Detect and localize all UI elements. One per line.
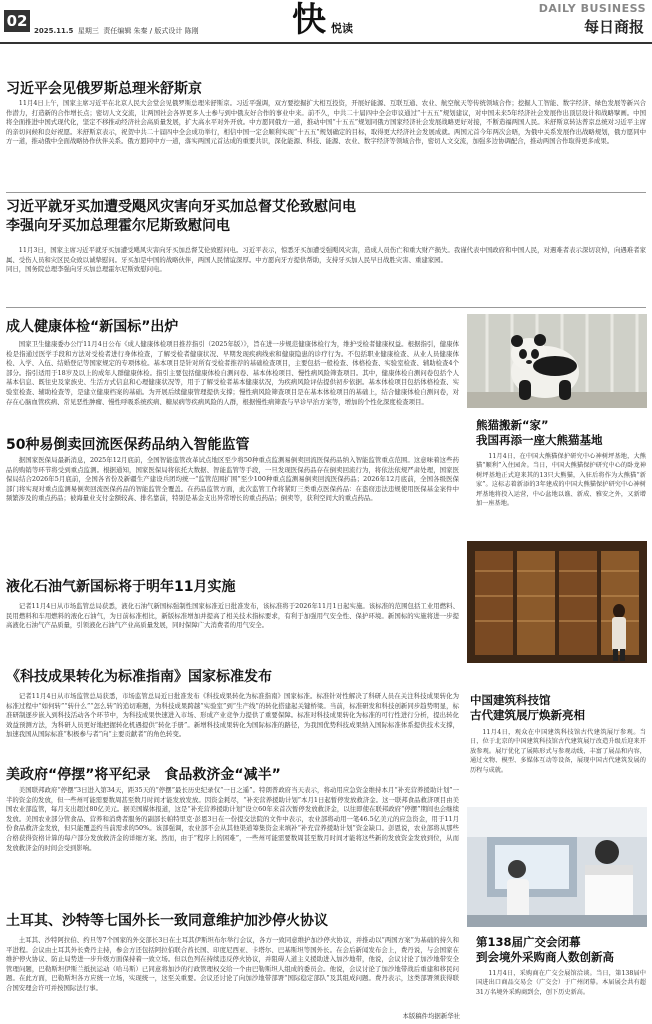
- museum-photo: [467, 541, 647, 663]
- article-body: 11月4日上午，国家主席习近平在北京人民大会堂会见俄罗斯总理米舒斯京。习近平强调，双方要挖掘扩大相互投资，开展好能源、互联互通、农业、航空航天等传统领域合作；挖掘人工智能、数字经济、绿色发展等新兴合作潜力，打造新的合作增长点；密切人文交流，让两国社会各界更多人士参与到中俄友好合作的事业中来。前不久，中共二十届四中全会审议通过“十五五”规划建议，对中国未来5年经济社会发展作出顶层设计和战略擘画。中国将全面推进中国式现代化，坚定不移推动经济社会高质量发展，扩大高水平对外开放。中方愿同俄方一道，推动中国“十五五”规划同俄方国家经济社会发展战略更好对接，不断造福两国人民。米舒斯京转达普京总统对习近平主席的亲切问候和良好祝愿。米舒斯京表示，祝贺中共二十届四中全会成功举行，相信中国一定会顺利实现“十五五”规划确定的目标，取得更大经济社会发展成就。两国元首今年两次会晤，为俄中关系发展作出战略规划，俄方愿同中方一道，推动俄中全面战略协作伙伴关系。俄方愿同中方一道，落实两国元首达成的重要共识，深化能源、科技、能源、农业、数字经济等领域合作，密切人文交流，加强多边协调配合，推动两国合作取得更多成果。: [6, 99, 646, 146]
- article-title: 50种易倒卖回流医保药品纳入智能监管: [6, 437, 250, 453]
- article-body: 记者11月4日从市场监管总局获悉，液化石油气新国标强制性国家标准近日批准发布，该标准将于2026年11月1日起实施。该标准的范围包括工业用燃料、民用燃料和车用燃料的液化石油气，为日前标准相比，新版标准增加并提高了相关技术指标要求，有利于加强用气安全性、保护环境。新国标的实施将进一步提高液化石油气产品质量，引领液化石油气产业高质量发展，同时保障广大消费者的用气安全。: [6, 602, 459, 630]
- divider: [6, 192, 646, 193]
- article-body: 国家卫生健康委办公厅11月4日公布《成人健康体检项目推荐指引（2025年版）》，旨在进一步规范健康体检行为，维护受检者健康权益。根据指引，健康体检是指通过医学手段和方法对受检者进行身体检查，了解受检者健康状况、早期发现疾病线索和健康隐患的诊疗行为。不包括职业健康检查、从业人员健康体检、入学、入伍、结婚登记等国家规定的专项体检。基本项目是针对所有受检者推荐的基础检查项目，主要包括一般检查、体格检查、实验室检查、辅助检查4个部分。指引适用于18岁及以上的成年人群健康体检。指引主要包括健康体检自测问卷、基本体检项目、慢性病风险筛查项目。其中，健康体检自测问卷包括个人基本信息、既往史及家族史、生活方式信息和心理健康状况等，用于了解受检者基本健康状况，为疾病风险评估提供初步依据。基本体检项目包括体格检查、实验室检查、辅助检查等，是建立健康档案的基础。为开展后续健康管理提供支撑；慢性病风险筛查项目是在基本体检项目的基础上，结合健康体检自测问卷，对存在心脑血管疾病、常见恶性肿瘤、慢性呼吸系统疾病、糖尿病等疾病风险的人群，根据慢性病筛查与早诊早治方案等，增加的个性化深度检查项目。: [6, 340, 459, 406]
- article-title: 成人健康体检“新国标”出炉: [6, 319, 179, 335]
- divider: [6, 307, 646, 308]
- article-body: 11月3日，国家主席习近平就牙买加遭受飓风灾害向牙买加总督艾伦致慰问电。习近平表示，惊悉牙买加遭受强飓风灾害，造成人员伤亡和重大财产损失。我谨代表中国政府和中国人民，对遇难者表示深切哀悼，向遇难者家属、受伤人员和灾区民众致以诚挚慰问。牙买加是中国的战略伙伴，两国人民情谊深厚。中方愿向牙方提供帮助，支持牙买加人民早日战胜灾害、重建家园。 同日，国务院总理李强向牙买加总理霍尔尼斯致慰问电。: [6, 246, 646, 274]
- feature-title: 中国建筑科技馆 古代建筑展厅焕新亮相: [470, 693, 585, 722]
- article-title: 液化石油气新国标将于明年11月实施: [6, 579, 236, 595]
- article-title: 美政府“停摆”将平纪录 食品救济金“减半”: [6, 767, 281, 783]
- panda-photo: [467, 314, 647, 408]
- page-number: 02: [4, 10, 30, 32]
- panda-illustration: [467, 314, 647, 408]
- article-title: 土耳其、沙特等七国外长一致同意维护加沙停火协议: [6, 913, 328, 929]
- paper-name-en: DAILY BUSINESS: [538, 2, 646, 15]
- page-header: [0, 0, 652, 44]
- feature-title: 熊猫搬新“家” 我国再添一座大熊猫基地: [476, 418, 603, 447]
- paper-name-cn: 每日商报: [583, 18, 644, 36]
- feature-body: 11月4日，观众在中国建筑科技馆古代建筑展厅参观。当日，位于北京的中国建筑科技馆古代建筑展厅改造升级后迎来开放参观。展厅优化了展陈形式与参观动线，丰富了展品和内容，通过文物、模型、多媒体互动等设备，展现中国古代建筑发展的历程与成就。: [470, 729, 646, 774]
- article-title: 《科技成果转化为标准指南》国家标准发布: [6, 669, 272, 685]
- section-name: 悦读: [331, 22, 353, 35]
- issue-date: 2025.11.5: [34, 27, 74, 35]
- feature-title: 第138届广交会闭幕 到会境外采购商人数创新高: [476, 935, 614, 964]
- article-body: 美国联邦政府“停摆”3日进入第34天，距35天的“停摆”最长历史纪录仅“一日之遥”。特朗普政府当天表示，将动用应急资金维持本月“补充营养援助计划”一半的资金的发放，但一些州可能需要数周甚至数月时间才能发放发放。因资金耗尽，“补充营养援助计划”本月1日起暂停发放救济金。这一联邦食品救济项目由美国农业部监管，每月支出超过80亿美元。据美国媒体报道，这是“补充营养援助计划”设立60年来首次暂停发放救济金，以往即使在联邦政府“停摆”期间也会继续发放。美国农业部分管食品、营养和消费者服务的副部长帕特里克·彭恩3日在一份提交法院的文件中表示，农业部将动用一笔46.5亿美元的应急资金，用于11月份食品救济金发放，但只能覆盖约当前需求的50%。该部强调，农业部不会从其他渠道筹集资金来填补“补充营养援助计划”资金缺口。彭恩说，农业部将从那些合格获得资格计算的每户部分发放救济金的详细方案。然而，由于“程序上的困难”，一些州可能需要数周甚至数月时间才能将这些新的发放资金发放到位，从而发放救济金的时间会受到影响。: [6, 786, 459, 852]
- header-rule: [0, 42, 652, 44]
- article-source: 本版稿件均据新华社: [402, 1012, 460, 1020]
- issue-meta: [34, 26, 199, 36]
- canton-fair-photo: [467, 807, 647, 927]
- issue-weekday: 星期三: [77, 27, 99, 35]
- museum-illustration: [467, 541, 647, 663]
- article-body: 据国家医保局最新消息，2025年12月底前，全国智能监管改革试点地区至少将50种重点监测易倒卖回流医保药品纳入智能监管重点范围。这意味着这些药品的购销等环节将受到重点监测。根据通知，国家医保局将依托大数据、智能监管等手段，一旦发现医保药品存在倒卖回流行为，将依法依规严肃处理，国家医保局结合2026年5月底前，全国各省份及新疆生产建设兵团均统一“监管范围扩围”至少100种重点监测易倒卖回流医保药品；2026年12月底前，全国各级医保部门将实现对重点监测易倒卖回流医保药品的智能监管全覆盖。在药品监管方面，此次监管工作将紧盯三类重点医保药品：在盗窃违法违规使用医保基金案件中频繁涉及的重点药品；被海量业支付金额较高、排名靠前，特别是基金支出异常增长的重点药品；倒卖等，获利空间大的重点药品。: [6, 456, 459, 503]
- article-title: 习近平就牙买加遭受飓风灾害向牙买加总督艾伦致慰问电 李强向牙买加总理霍尔尼斯致慰问电: [6, 199, 356, 234]
- article-body: 土耳其、沙特阿拉伯、约旦等7个国家的外交部长3日在土耳其伊斯坦布尔举行会议，各方一致同意维护加沙停火协议，并推动以“两国方案”为基础的持久和平进程。会议由土耳其外长费丹主持，参会方还包括阿拉伯联合酋长国、印度尼西亚、卡塔尔、巴基斯坦等国外长。在会后新闻发布会上，费丹说，与会国家在维护停火协议、防止局势进一步升级方面保持着一致立场。但以色列在持续违反停火协议，并阻碍人道主义援助进入加沙地带，他说，会议讨论了加沙地带安全管理问题，巴勒斯坦伊斯兰抵抗运动（哈马斯）已同意将加沙的行政管理权交给一个由巴勒斯坦人组成的委员会。他说，会议讨论了加沙地带战后重建和移民问题。在此方面，巴勒斯坦各方应统一立场，实现统一，这至关重要。会议还讨论了向加沙地带部署“国际稳定部队”及其组成问题。费丹表示，这类部署须获得联合国安理会许可并按国际法行事。: [6, 936, 459, 992]
- article-title: 习近平会见俄罗斯总理米舒斯京: [6, 81, 202, 97]
- article-body: 记者11月4日从市场监管总局获悉，市场监管总局近日批准发布《科技成果转化为标准指南》国家标准。标准针对性解决了科研人员在关注科技成果转化为标准过程中“如何转”“转什么”“怎么转”的追切难题，为科技成果跨越“实验室”到“生产线”的转化搭建起关键桥梁。当前，标准研发和科技创新同步趋势明显，标准研制逐步嵌入到科技活动各个环节中，为科技成果快速进入市场、形成产业竞争力提供了重要保障。标准对科技成果转化为标准的可行性进行分析，提出转化效益预测方法，为科研人员更好地把握转化机遇提供“转化手册”。新增科技成果转化为国际标准的路径，为我国优势科技成果纳入国际标准体系提供技术支撑，加速我国从国际标准“积极参与者”向“主要贡献者”的角色转变。: [6, 692, 459, 739]
- section-logo-char: 快: [292, 0, 326, 40]
- feature-body: 11月4日，在中国大熊猫保护研究中心神树坪基地，大熊猫“顺利”入住园舍。当日，中国大熊猫保护研究中心的卧龙神树坪基地正式迎来其的13只大熊猫，入驻后将作为大熊猫“新家”。这标志着新添的3年建成的中国大熊猫保护研究中心神树坪基地将投入运营，中心盆地以谯、新成、雅安之外，又新增加一座基地。: [476, 453, 646, 508]
- feature-body: 11月4日，采购商在广交会展馆洽谈。当日，第138届中国进出口商品交易会（广交会）于广州闭幕。本届展会共有超31万名境外采购商到会，创下历史新高。: [476, 970, 646, 996]
- editor-credit: 责任编辑 朱秦 / 版式设计 陈刚: [103, 27, 199, 35]
- canton-fair-illustration: [467, 807, 647, 927]
